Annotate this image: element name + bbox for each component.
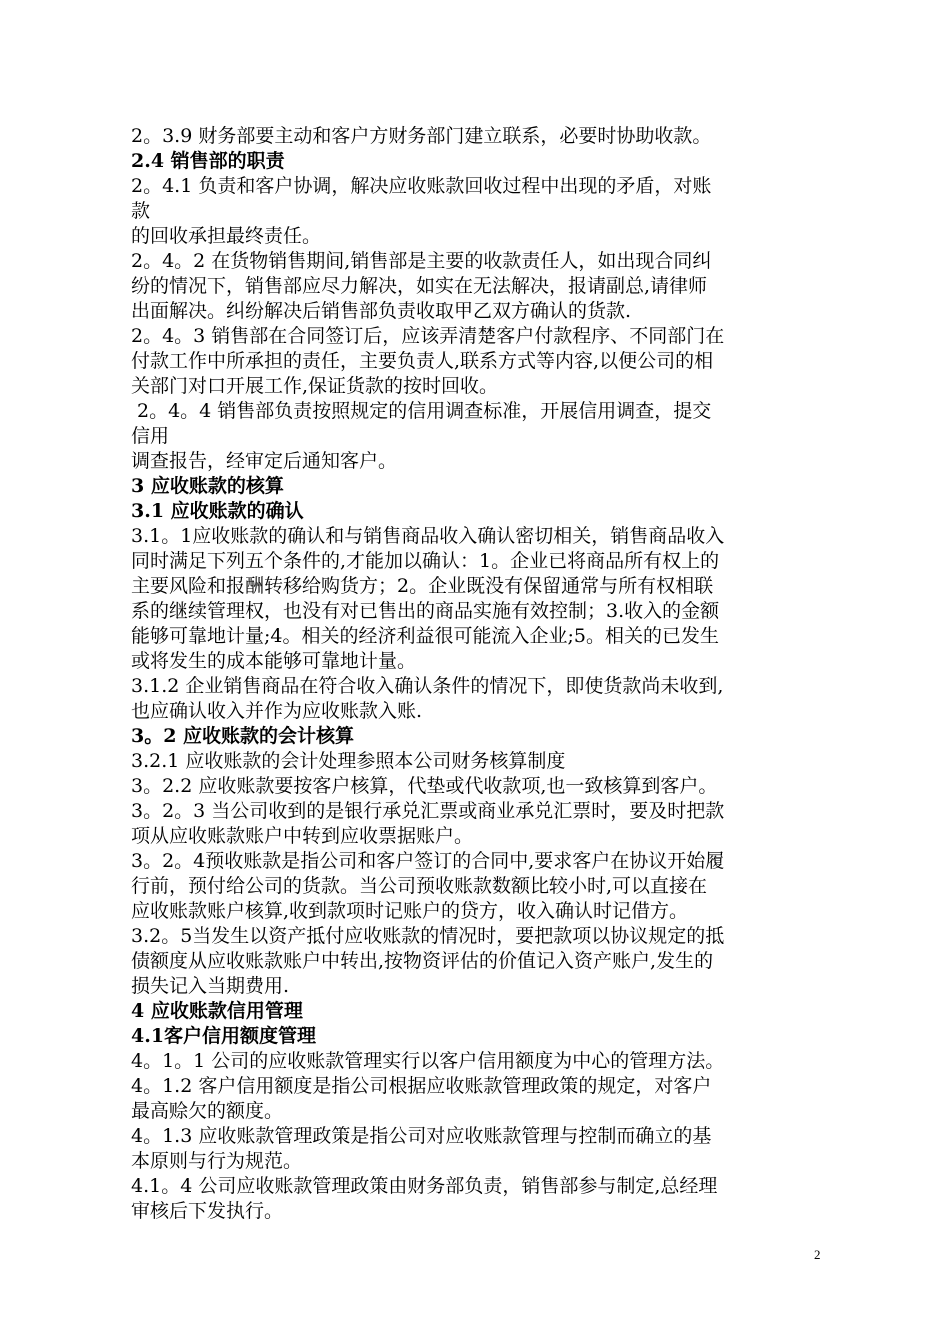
paragraph-2-4-3: 2。4。3 销售部在合同签订后，应该弄清楚客户付款程序、不同部门在 <box>131 325 725 347</box>
paragraph-3-1-1-cont: 主要风险和报酬转移给购货方；2。企业既没有保留通常与所有权相联 <box>131 575 714 597</box>
heading-4-1: 4.1客户信用额度管理 <box>131 1025 317 1047</box>
paragraph-4-1-1: 4。1。1 公司的应收账款管理实行以客户信用额度为中心的管理方法。 <box>131 1050 725 1072</box>
paragraph-3-1-1-cont: 系的继续管理权，也没有对已售出的商品实施有效控制；3.收入的金额 <box>131 600 720 622</box>
paragraph-2-4-1-cont: 的回收承担最终责任。 <box>131 225 322 247</box>
paragraph-2-4-1: 2。4.1 负责和客户协调，解决应收账款回收过程中出现的矛盾，对账 <box>131 175 712 197</box>
paragraph-3-2-5: 3.2。5当发生以资产抵付应收账款的情况时，要把款项以协议规定的抵 <box>131 925 725 947</box>
paragraph-3-1-1-cont: 或将发生的成本能够可靠地计量。 <box>131 650 417 672</box>
paragraph-3-2-1: 3.2.1 应收账款的会计处理参照本公司财务核算制度 <box>131 750 566 772</box>
heading-3-1: 3.1 应收账款的确认 <box>131 500 304 522</box>
paragraph-3-2-3-cont: 项从应收账款账户中转到应收票据账户。 <box>131 825 474 847</box>
paragraph-4-1-4: 4.1。4 公司应收账款管理政策由财务部负责，销售部参与制定,总经理 <box>131 1175 718 1197</box>
paragraph-2-3-9: 2。3.9 财务部要主动和客户方财务部门建立联系，必要时协助收款。 <box>131 125 712 147</box>
heading-2-4: 2.4 销售部的职责 <box>131 150 285 172</box>
heading-3-2: 3。2 应收账款的会计核算 <box>131 725 355 747</box>
paragraph-3-2-4: 3。2。4预收账款是指公司和客户签订的合同中,要求客户在协议开始履 <box>131 850 725 872</box>
paragraph-3-2-5-cont: 债额度从应收账款账户中转出,按物资评估的价值记入资产账户,发生的 <box>131 950 714 972</box>
paragraph-2-4-3-cont: 关部门对口开展工作,保证货款的按时回收。 <box>131 375 499 397</box>
paragraph-4-1-4-cont: 审核后下发执行。 <box>131 1200 284 1222</box>
paragraph-3-1-1-cont: 同时满足下列五个条件的,才能加以确认：1。企业已将商品所有权上的 <box>131 550 720 572</box>
paragraph-2-4-4-cont: 信用 <box>131 425 170 447</box>
paragraph-3-1-1-cont: 能够可靠地计量;4。相关的经济利益很可能流入企业;5。相关的已发生 <box>131 625 719 647</box>
paragraph-2-4-4-cont: 调查报告，经审定后通知客户。 <box>131 450 398 472</box>
paragraph-3-2-3: 3。2。3 当公司收到的是银行承兑汇票或商业承兑汇票时，要及时把款 <box>131 800 725 822</box>
paragraph-3-2-5-cont: 损失记入当期费用. <box>131 975 290 997</box>
paragraph-4-1-2: 4。1.2 客户信用额度是指公司根据应收账款管理政策的规定，对客户 <box>131 1075 712 1097</box>
paragraph-4-1-2-cont: 最高赊欠的额度。 <box>131 1100 284 1122</box>
heading-4: 4 应收账款信用管理 <box>131 1000 303 1022</box>
paragraph-3-1-2: 3.1.2 企业销售商品在符合收入确认条件的情况下，即使货款尚未收到, <box>131 675 724 697</box>
paragraph-2-4-4: 2。4。4 销售部负责按照规定的信用调查标准，开展信用调查，提交 <box>137 400 712 422</box>
paragraph-4-1-3-cont: 本原则与行为规范。 <box>131 1150 303 1172</box>
paragraph-2-4-2: 2。4。2 在货物销售期间,销售部是主要的收款责任人，如出现合同纠 <box>131 250 712 272</box>
paragraph-2-4-1-cont: 款 <box>131 200 151 222</box>
paragraph-2-4-2-cont: 出面解决。纠纷解决后销售部负责收取甲乙双方确认的货款. <box>131 300 632 322</box>
paragraph-2-4-2-cont: 纷的情况下，销售部应尽力解决，如实在无法解决，报请副总,请律师 <box>131 275 708 297</box>
page-number: 2 <box>814 1247 821 1262</box>
paragraph-3-1-1: 3.1。1应收账款的确认和与销售商品收入确认密切相关，销售商品收入 <box>131 525 725 547</box>
paragraph-3-2-2: 3。2.2 应收账款要按客户核算，代垫或代收款项,也一致核算到客户。 <box>131 775 718 797</box>
heading-3: 3 应收账款的核算 <box>131 475 284 497</box>
paragraph-3-2-4-cont: 行前，预付给公司的货款。当公司预收账款数额比较小时,可以直接在 <box>131 875 708 897</box>
paragraph-2-4-3-cont: 付款工作中所承担的责任，主要负责人,联系方式等内容,以便公司的相 <box>131 350 714 372</box>
paragraph-4-1-3: 4。1.3 应收账款管理政策是指公司对应收账款管理与控制而确立的基 <box>131 1125 712 1147</box>
paragraph-3-1-2-cont: 也应确认收入并作为应收账款入账. <box>131 700 423 722</box>
paragraph-3-2-4-cont: 应收账款账户核算,收到款项时记账户的贷方，收入确认时记借方。 <box>131 900 689 922</box>
